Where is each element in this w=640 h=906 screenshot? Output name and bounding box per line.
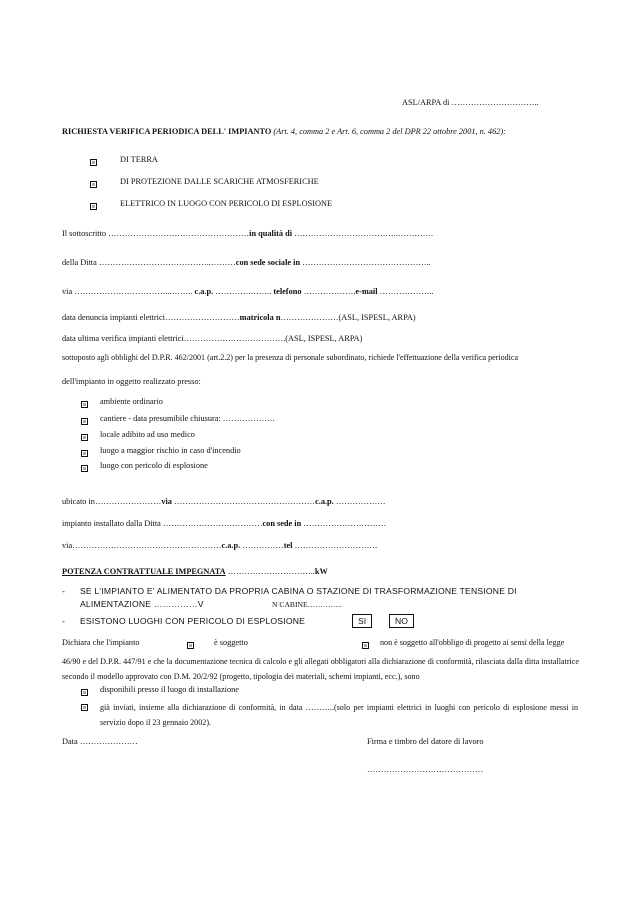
location-label: cantiere - data presumibile chiusura: ………………. [100, 414, 275, 423]
explosion-no-box[interactable]: NO [389, 614, 414, 628]
requester-name-line[interactable] [62, 229, 578, 239]
location-label: luogo con pericolo di esplosione [100, 461, 208, 470]
doc-option-label: già inviati, insieme alla dichiarazione di conformità, in data ………..(solo per impianti elettrici in luoghi con pericolo di esplosione messi in servizio dopo il 23 gennaio 2002). [100, 703, 578, 727]
signature-label: Firma e timbro del datore di lavoro [367, 737, 484, 746]
explosion-dash: - [62, 616, 66, 626]
plant-type-label: ELETTRICO IN LUOGO CON PERICOLO DI ESPLOSIONE [120, 199, 333, 208]
doc-option-label: disponibili presso il luogo di installazione [100, 685, 239, 694]
address-line[interactable] [62, 287, 578, 297]
power-label: POTENZA CONTRATTUALE IMPEGNATA [62, 567, 226, 576]
label-matricola: matricola n [239, 313, 281, 322]
plant-type-label: DI TERRA [120, 155, 158, 164]
label-telefono: telefono [273, 287, 302, 296]
installer-company[interactable]: impianto installato dalla Ditta ……………………………… [62, 519, 263, 528]
date-field[interactable]: Data ………………… [62, 737, 138, 746]
realized-at-text: dell'impianto in oggetto realizzato presso: [62, 377, 201, 386]
title-main: RICHIESTA VERIFICA PERIODICA DELL' IMPIANTO [62, 127, 272, 136]
authority-field[interactable]: ASL/ARPA di ………………………….. [402, 98, 539, 107]
company-seat[interactable]: ……………………………………….. [302, 258, 431, 267]
company-phone[interactable]: ………………. [303, 287, 356, 296]
label-via: via [161, 497, 172, 506]
site-city[interactable]: ubicato in…………………… [62, 497, 162, 506]
title-reference: (Art. 4, comma 2 e Art. 6, comma 2 del DPR 22 ottobre 2001, n. 462): [273, 127, 506, 136]
document-title [62, 127, 506, 137]
installer-address-line[interactable] [62, 541, 578, 551]
power-unit: kW [314, 567, 328, 576]
checkbox-plant-terra[interactable] [90, 159, 97, 166]
declaration-body: 46/90 e del D.P.R. 447/91 e che la documentazione tecnica di calcolo e gli allegati obbligatori alla dichiarazione di conformità, rilasciata dalla ditta installatrice secondo il modello approvato con D.M. 20/2/92 (progetto, tipologia dei materiali, schemi impianti, ecc.), sono [62, 657, 579, 681]
explosion-question: ESISTONO LUOGHI CON PERICOLO DI ESPLOSIONE [80, 616, 306, 626]
site-line[interactable] [62, 497, 578, 507]
site-street[interactable]: …………………………………………… [174, 497, 316, 506]
label-in-qualita: in qualità di [249, 229, 293, 238]
label-sede-sociale: con sede sociale in [235, 258, 301, 267]
signature-line[interactable]: …………………………………… [367, 765, 484, 774]
checkbox-not-subject[interactable] [362, 642, 369, 649]
location-label: luogo a maggior rischio in caso d'incendio [100, 446, 241, 455]
location-label: locale adibito ad uso medico [100, 430, 195, 439]
company-line[interactable] [62, 258, 578, 268]
requester-role[interactable]: ………………………………..…………. [294, 229, 434, 238]
installer-line[interactable] [62, 519, 578, 529]
obligation-text: sottoposto agli obblighi del D.P.R. 462/2001 (art.2.2) per la presenza di personale subordinato, richiede l'effettuazione della verifica periodica [62, 353, 519, 362]
installer-cap[interactable]: …………… [242, 541, 284, 550]
location-label: ambiente ordinario [100, 397, 163, 406]
cabin-question: SE L'IMPIANTO E' ALIMENTATO DA PROPRIA CABINA O STAZIONE DI TRASFORMAZIONE TENSIONE DI [80, 586, 517, 596]
plant-type-label: DI PROTEZIONE DALLE SCARICHE ATMOSFERICHE [120, 177, 319, 186]
checkbox-subject[interactable] [187, 642, 194, 649]
declaration-intro: Dichiara che l'impianto [62, 638, 140, 647]
denuncia-line[interactable] [62, 313, 578, 323]
checkbox-location-esplosione[interactable] [81, 465, 88, 472]
company-street[interactable]: via ……………………………...…….. [62, 287, 193, 296]
company-cap[interactable]: ………….…….. [215, 287, 272, 296]
denuncia-date[interactable]: data denuncia impianti elettrici……………………… [62, 313, 240, 322]
label-email: e-mail [355, 287, 378, 296]
checkbox-location-incendio[interactable] [81, 450, 88, 457]
installer-seat[interactable]: ………………………… [303, 519, 387, 528]
checkbox-doc-sent[interactable] [81, 704, 88, 711]
label-cap: c.a.p. [221, 541, 241, 550]
cabin-voltage-field[interactable]: ALIMENTAZIONE ……………V [80, 599, 204, 609]
cabin-count-field[interactable]: N CABINE………….. [272, 600, 342, 609]
last-check-line[interactable]: data ultima verifica impianti elettrici……………………………….(ASL, ISPESL, ARPA) [62, 334, 363, 343]
installer-street[interactable]: via……………………………………………… [62, 541, 222, 550]
explosion-yes-box[interactable]: SI [352, 614, 372, 628]
declaration-subject: è soggetto [214, 638, 248, 647]
matricola-field[interactable]: …………………(ASL, ISPESL, ARPA) [280, 313, 416, 322]
requester-name[interactable]: Il sottoscritto …………………………………………… [62, 229, 250, 238]
site-cap[interactable]: ……………… [335, 497, 386, 506]
cabin-dash: - [62, 586, 66, 596]
label-cap: c.a.p. [315, 497, 334, 506]
checkbox-location-medico[interactable] [81, 434, 88, 441]
power-line[interactable] [62, 567, 578, 577]
label-tel: tel [283, 541, 293, 550]
power-field[interactable]: ………………………….. [227, 567, 315, 576]
company-name[interactable]: della Ditta …………………………………..……… [62, 258, 236, 267]
checkbox-plant-esplosione[interactable] [90, 203, 97, 210]
label-sede: con sede in [262, 519, 302, 528]
checkbox-plant-scariche[interactable] [90, 181, 97, 188]
declaration-not-subject: non è soggetto all'obbligo di progetto ai sensi della legge [380, 638, 565, 647]
checkbox-location-cantiere[interactable] [81, 418, 88, 425]
checkbox-doc-available[interactable] [81, 689, 88, 696]
label-cap: c.a.p. [194, 287, 214, 296]
company-email[interactable]: ……………….. [379, 287, 434, 296]
installer-phone[interactable]: ………………………… [294, 541, 378, 550]
checkbox-location-ordinario[interactable] [81, 401, 88, 408]
